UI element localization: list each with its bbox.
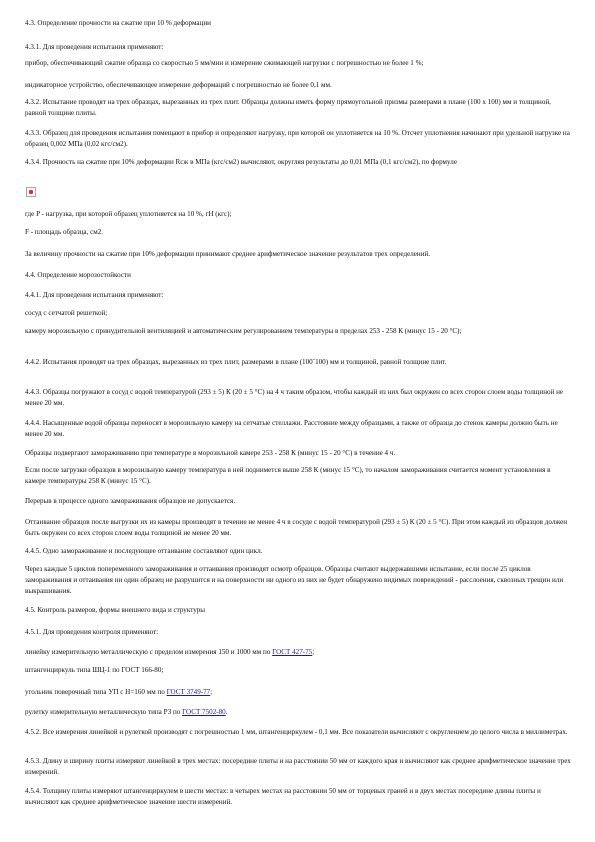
paragraph: За величину прочности на сжатие при 10% деформации принимают среднее арифметическое значение результатов трех определений. — [25, 250, 431, 258]
paragraph: 4.4.4. Насыщенные водой образцы переносят в морозильную камеру на сетчатые стеллажи. Расстояние между образцами, а также от образца до стенок камеры должно быть не менее 20 мм. — [25, 419, 558, 438]
list-item-text: линейку измерительную металлическую с пределом измерения 150 и 1000 мм по — [25, 648, 273, 656]
paragraph: 4.3.3. Образец для проведения испытания помещают в прибор и определяют нагрузку, при которой он уплотняется на 10 %. Отсчет уплотнения начинают при удельной нагрузке на образец 0,002 МПа (0,02 кгс/см2). — [25, 129, 570, 148]
paragraph: Перерыв в процессе одного замораживания образцов не допускается. — [25, 497, 236, 505]
paragraph: Оттаивание образцов после выгрузки их из камеры производят в течение не менее 4 ч в сосуде с водой температурой (293 ± 5) К (20 ± 5 °С). При этом каждый из образцов должен быть окружен со всех сторон слоем воды толщиной не менее 20 мм. — [25, 518, 568, 537]
paragraph: F - площадь образца, см2. — [25, 228, 104, 236]
paragraph: индикаторное устройство, обеспечивающее измерение деформаций с погрешностью не более 0,1 мм. — [25, 81, 332, 89]
section-heading-4-5: 4.5. Контроль размеров, формы внешнего вида и структуры — [25, 606, 206, 614]
paragraph: 4.3.4. Прочность на сжатие при 10% деформации Rсж в МПа (кгс/см2) вычисляют, округляя результаты до 0,01 МПа (0,1 кгс/см2), по формуле — [25, 158, 457, 166]
list-item-tail: ; — [312, 648, 315, 656]
paragraph: камеру морозильную с принудительной вентиляцией и автоматическим регулированием температуры в пределах 253 - 258 К (минус 15 - 20 °С); — [25, 327, 462, 335]
section-heading-4-4: 4.4. Определение морозостойкости — [25, 271, 131, 279]
broken-image-icon — [26, 187, 36, 197]
paragraph: 4.5.4. Толщину плиты измеряют штангенциркулем в шести местах: в четырех местах на расстоянии 50 мм от торцевых граней и в двух местах посередине длины плиты и вычисляют как среднее арифметическое значение шести измерений. — [25, 787, 541, 806]
list-item-text: угольник поверочный типа УП с H=160 мм по — [25, 688, 167, 696]
paragraph: 4.4.5. Одно замораживание и последующее оттаивание составляют один цикл. — [25, 547, 263, 555]
paragraph: 4.4.3. Образцы погружают в сосуд с водой температурой (293 ± 5) К (20 ± 5 °С) на 4 ч таким образом, чтобы каждый из них был окружен со всех сторон слоем воды толщиной не менее 20 мм. — [25, 388, 564, 407]
paragraph: Образцы подвергают замораживанию при температуре в морозильной камере 253 - 258 К (минус 15 - 20 °С) в течение 4 ч. — [25, 449, 396, 457]
paragraph: 4.4.1. Для проведения испытания применяют: — [25, 291, 164, 299]
section-heading-4-3: 4.3. Определение прочности на сжатие при 10 % деформации — [25, 19, 211, 27]
list-item-text: штангенциркуль типа ШЦ-1 по ГОСТ 166-80; — [25, 666, 164, 674]
paragraph: сосуд с сетчатой решеткой; — [25, 309, 108, 317]
list-item-tail: ; — [210, 688, 213, 696]
paragraph: 4.3.1. Для проведения испытания применяют: — [25, 43, 164, 51]
gost-7502-80-link[interactable]: ГОСТ 7502-80 — [182, 708, 226, 716]
gost-427-75-link[interactable]: ГОСТ 427-75 — [272, 648, 313, 656]
paragraph: Если после загрузки образцов в морозильную камеру температура в ней поднимется выше 258 К (минус 15 °С), то началом замораживания считается момент установления в камере температуры 258 К (минус 15 °С). — [25, 466, 551, 485]
gost-3749-77-link[interactable]: ГОСТ 3749-77 — [166, 688, 211, 696]
list-item-tail: . — [225, 708, 228, 716]
list-item-text: рулетку измерительную металлическую типа РЗ по — [25, 708, 183, 716]
list-item — [25, 665, 573, 676]
list-item — [25, 707, 573, 718]
paragraph: 4.5.2. Все измерения линейкой и рулеткой производят с погрешностью 1 мм, штангенциркулем - 0,1 мм. Все показатели вычисляют с округлением до целого числа в миллиметрах. — [25, 728, 568, 736]
paragraph: 4.4.2. Испытания проводят на трех образцах, вырезанных из трех плит, размерами в плане (100ˉ100) мм и толщиной, равной толщине плит. — [25, 358, 447, 366]
paragraph: где P - нагрузка, при которой образец уплотняется на 10 %, гН (кгс); — [25, 210, 232, 218]
paragraph: Через каждые 5 циклов попеременного замораживания и оттаивания производят осмотр образцов. Образцы считают выдержавшими испытание, если после 25 циклов замораживания и оттаивания ни один образец не разрушится и на поверхности ни одного из них не будет обнаружено видимых повреждений - расслоения, сквозных трещин или выкрашивания. — [25, 565, 564, 595]
list-item — [25, 687, 573, 698]
list-item — [25, 647, 573, 658]
paragraph: 4.3.2. Испытание проводят на трех образцах, вырезанных из трех плит. Образцы должны иметь форму прямоугольной призмы размерами в плане (100 х 100) мм и толщиной, равной толщине плиты. — [25, 98, 551, 117]
paragraph: 4.5.1. Для проведения контроля применяют: — [25, 628, 159, 636]
paragraph: 4.5.3. Длину и ширину плиты измеряют линейкой в трех местах: посередине плиты и на расстоянии 50 мм от каждого края и вычисляют как среднее арифметическое значение трех измерений. — [25, 757, 571, 776]
paragraph: прибор, обеспечивающий сжатие образца со скоростью 5 мм/мин и измерение сжимающей нагрузки с погрешностью не более 1 %; — [25, 59, 424, 67]
